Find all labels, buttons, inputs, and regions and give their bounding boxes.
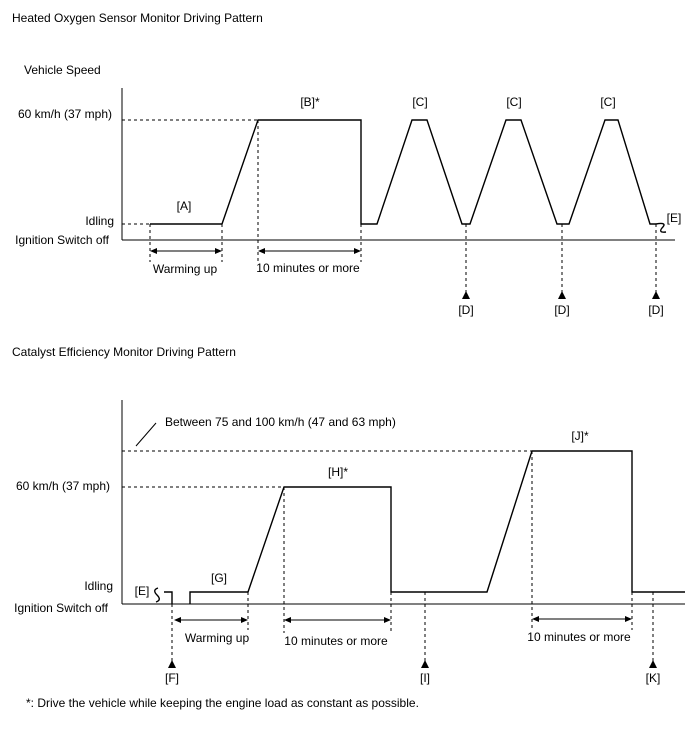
diagram1-y-axis-label: Vehicle Speed (24, 63, 101, 77)
label-C2: [C] (506, 95, 522, 109)
diagram2-duration1-label: 10 minutes or more (284, 634, 388, 648)
diagram1-duration-span (256, 120, 361, 275)
footnote: *: Drive the vehicle while keeping the engine load as constant as possible. (26, 696, 419, 710)
diagram1-speed-label: 60 km/h (37 mph) (17, 107, 112, 121)
diagram2-warming-span (174, 592, 249, 645)
diagram1-warming-span (150, 224, 222, 276)
diagram2-speed-trace (190, 451, 685, 604)
diagram2-pre-trace (164, 592, 172, 604)
diagram2-speed-label: 60 km/h (37 mph) (15, 479, 110, 493)
label-A: [A] (176, 199, 192, 213)
diagram1-duration-label: 10 minutes or more (256, 261, 360, 275)
marker-D1 (458, 224, 473, 317)
label-E-1: [E] (666, 211, 682, 225)
diagram2-high-speed-label: Between 75 and 100 km/h (47 and 63 mph) (165, 415, 396, 429)
marker-D2 (554, 224, 569, 317)
diagram2-title: Catalyst Efficiency Monitor Driving Pattern (12, 345, 236, 359)
diagram1-break-mark (656, 224, 666, 233)
diagram1-speed-trace (150, 120, 656, 224)
diagram1-warming-label: Warming up (152, 262, 218, 276)
label-C3: [C] (600, 95, 616, 109)
label-J: [J]* (571, 429, 589, 443)
diagram2-warming-label: Warming up (184, 631, 250, 645)
diagram2-duration2-span (527, 451, 632, 644)
label-E-2: [E] (134, 584, 150, 598)
catalyst-diagram (12, 345, 685, 685)
diagram1-ignition-label: Ignition Switch off (15, 233, 109, 247)
marker-K (646, 592, 661, 685)
label-G: [G] (210, 571, 228, 585)
marker-F (165, 604, 179, 685)
diagram2-break-mark (155, 588, 160, 602)
label-D2: [D] (554, 303, 570, 317)
diagram2-duration2-label: 10 minutes or more (527, 630, 631, 644)
label-C1: [C] (412, 95, 428, 109)
diagram2-idling-label: Idling (84, 579, 113, 593)
diagram1-idling-label: Idling (85, 214, 114, 228)
label-K: [K] (645, 671, 661, 685)
marker-I (420, 592, 430, 685)
label-I: [I] (419, 671, 431, 685)
label-H: [H]* (327, 465, 349, 479)
diagram2-ignition-label: Ignition Switch off (14, 601, 108, 615)
diagram1-title: Heated Oxygen Sensor Monitor Driving Pattern (12, 11, 263, 25)
oxygen-sensor-diagram (12, 11, 681, 317)
label-F: [F] (165, 671, 179, 685)
diagram2-callout-line (136, 423, 156, 446)
label-D3: [D] (648, 303, 664, 317)
label-D1: [D] (458, 303, 474, 317)
diagram2-duration1-span (284, 487, 391, 648)
label-B: [B]* (300, 95, 320, 109)
marker-D3 (648, 224, 663, 317)
